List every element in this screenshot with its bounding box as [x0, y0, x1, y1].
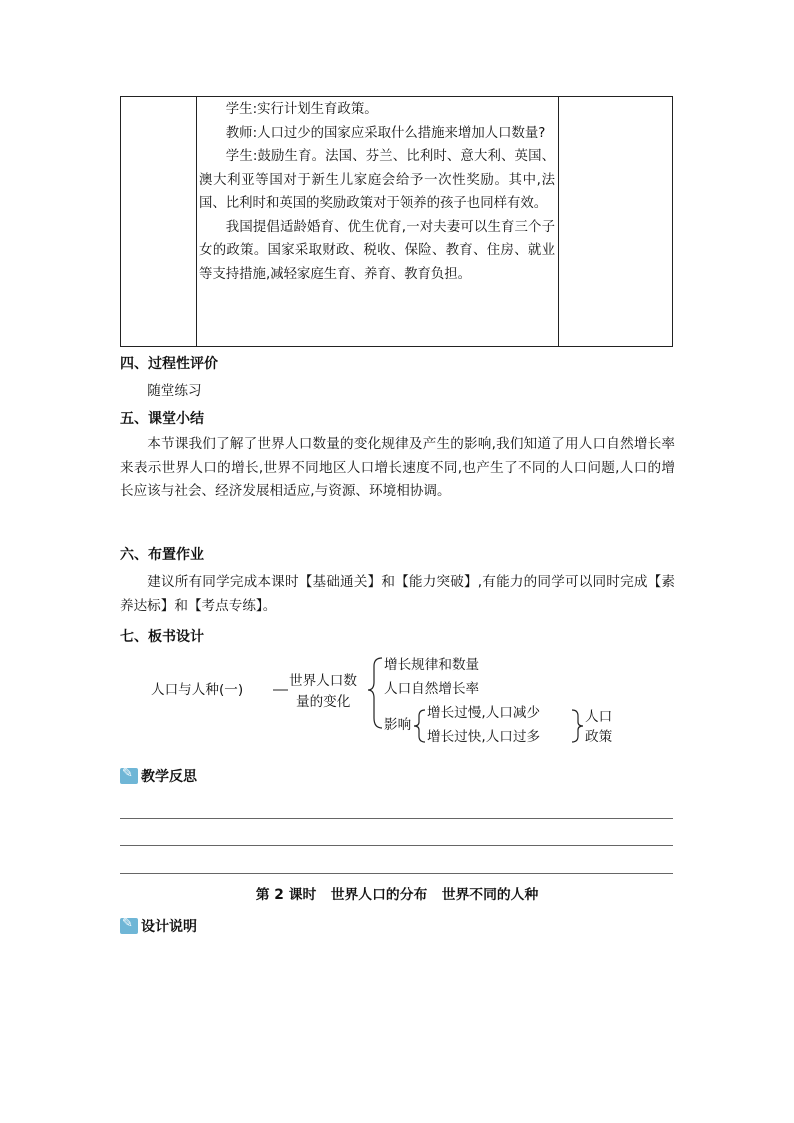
writing-line	[120, 873, 673, 874]
board-subleaf: 增长过快,人口过多	[427, 729, 541, 745]
board-result: 政策	[585, 729, 613, 745]
writing-line	[120, 818, 673, 819]
section-body-evaluation: 随堂练习	[147, 383, 202, 399]
board-branch: 世界人口数	[289, 673, 357, 689]
board-subleaf: 增长过慢,人口减少	[427, 705, 541, 721]
dialogue-line: 我国提倡适龄婚育、优生优育,一对夫妻可以生育三个子女的政策。国家采取财政、税收、保险、教育、住房、就业等支持措施,减轻家庭生育、养育、教育负担。	[199, 219, 555, 282]
board-leaf: 增长规律和数量	[384, 657, 480, 673]
board-root: 人口与人种(一)	[151, 682, 244, 698]
dialogue-line: 学生:鼓励生育。法国、芬兰、比利时、意大利、英国、澳大利亚等国对于新生儿家庭会给予一次性奖励。其中,法国、比利时和英国的奖励政策对于领养的孩子也同样有效。	[199, 149, 555, 211]
dialogue-line: 学生:实行计划生育政策。	[225, 102, 378, 117]
section-heading-summary: 五、课堂小结	[120, 411, 204, 427]
board-result: 人口	[585, 709, 613, 725]
board-leaf: 影响	[384, 717, 412, 733]
section-heading-evaluation: 四、过程性评价	[120, 356, 218, 372]
brace-main	[368, 658, 382, 728]
reflection-heading-text: 教学反思	[141, 769, 197, 785]
design-note-heading	[120, 916, 197, 936]
next-lesson-title: 第 2 课时 世界人口的分布 世界不同的人种	[255, 887, 539, 903]
section-heading-homework: 六、布置作业	[120, 547, 204, 563]
brace-influence	[414, 710, 425, 742]
pencil-badge-icon	[120, 768, 138, 784]
dialogue-line: 教师:人口过少的国家应采取什么措施来增加人口数量?	[225, 125, 546, 141]
section-body-summary: 本节课我们了解了世界人口数量的变化规律及产生的影响,我们知道了用人口自然增长率来表示世界人口的增长,世界不同地区人口增长速度不同,也产生了不同的人口问题,人口的增长应该与社会、经济发展相适应,与资源、环境相协调。	[120, 436, 675, 499]
board-branch: 量的变化	[296, 694, 351, 710]
brace-policy	[572, 710, 583, 742]
reflection-heading	[120, 766, 197, 786]
board-leaf: 人口自然增长率	[384, 681, 480, 697]
writing-line	[120, 845, 673, 846]
pencil-badge-icon	[120, 918, 138, 934]
section-body-homework: 建议所有同学完成本课时【基础通关】和【能力突破】,有能力的同学可以同时完成【素养达标】和【考点专练】。	[120, 574, 675, 614]
design-note-heading-text: 设计说明	[141, 919, 197, 935]
section-heading-board-design: 七、板书设计	[120, 629, 204, 645]
